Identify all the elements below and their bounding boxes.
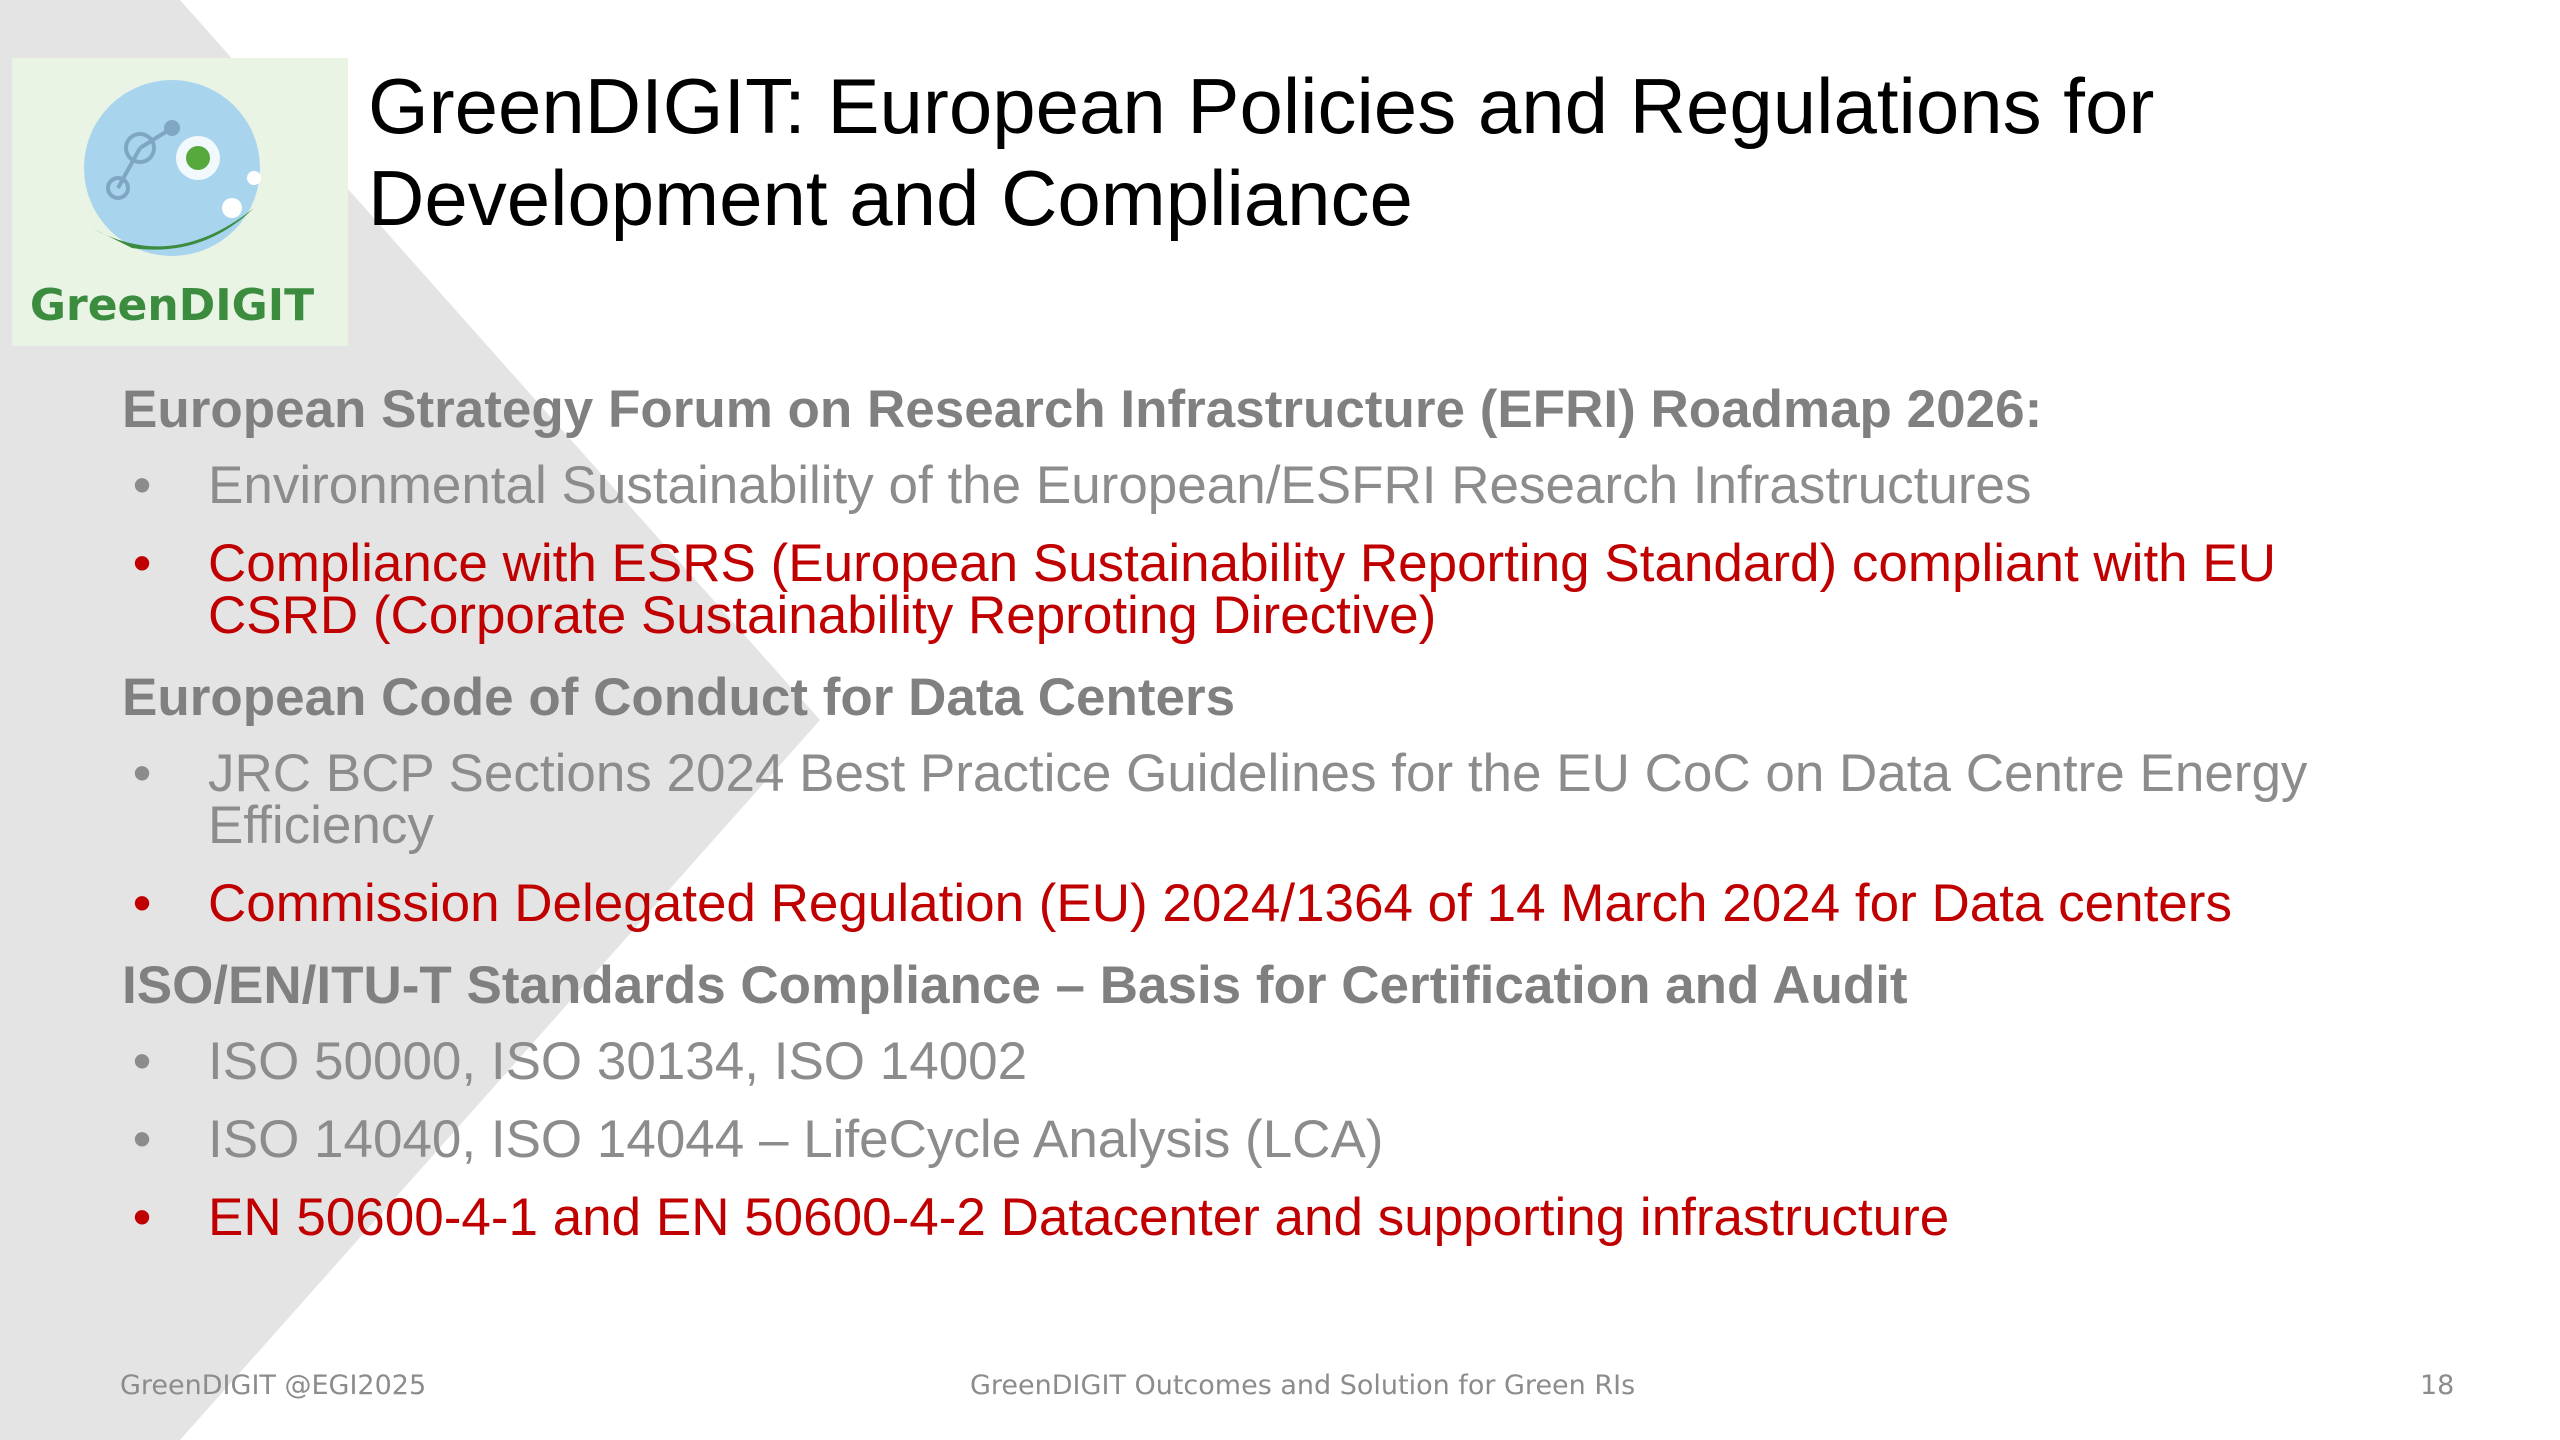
globe-leaf-icon [22,58,322,298]
bullet-text: Compliance with ESRS (European Sustainability Reporting Standard) compliant with EU CSRD (Corporate Sustainability Reproting Directive) [208,534,2277,645]
bullet-dot: • [132,1032,152,1091]
bullet-dot: • [132,1188,152,1247]
bullet-text: EN 50600-4-1 and EN 50600-4-2 Datacenter and supporting infrastructure [208,1188,1950,1247]
bullet-text: Environmental Sustainability of the European/ESFRI Research Infrastructures [208,456,2032,515]
bullet-item [122,744,2382,855]
section-heading: European Strategy Forum on Research Infrastructure (EFRI) Roadmap 2026: [122,380,2043,439]
bullet-item [122,534,2382,645]
slide-title: GreenDIGIT: European Policies and Regulations for Development and Compliance [368,62,2155,242]
slide-content [122,380,2382,1270]
bullet-item [122,1110,2382,1169]
bullet-item [122,1032,2382,1091]
bullet-text: JRC BCP Sections 2024 Best Practice Guidelines for the EU CoC on Data Centre Energy Efficiency [208,744,2308,855]
bullet-text: ISO 50000, ISO 30134, ISO 14002 [208,1032,1028,1091]
page-number: 18 [2420,1370,2455,1401]
bullet-text: ISO 14040, ISO 14044 – LifeCycle Analysis (LCA) [208,1110,1384,1169]
bullet-item [122,1188,2382,1247]
bullet-text: Commission Delegated Regulation (EU) 2024/1364 of 14 March 2024 for Data centers [208,874,2232,933]
bullet-dot: • [132,456,152,515]
bullet-item [122,874,2382,933]
bullet-item [122,456,2382,515]
bullet-dot: • [132,874,152,933]
bullet-dot: • [132,744,152,803]
logo-text: GreenDIGIT [29,280,315,331]
bullet-dot: • [132,1110,152,1169]
footer-left: GreenDIGIT @EGI2025 [120,1370,427,1401]
bullet-dot: • [132,534,152,593]
logo [12,58,348,346]
section-heading: European Code of Conduct for Data Centers [122,668,1236,727]
section-heading: ISO/EN/ITU-T Standards Compliance – Basis for Certification and Audit [122,956,1908,1015]
footer-center: GreenDIGIT Outcomes and Solution for Green RIs [970,1370,1636,1401]
